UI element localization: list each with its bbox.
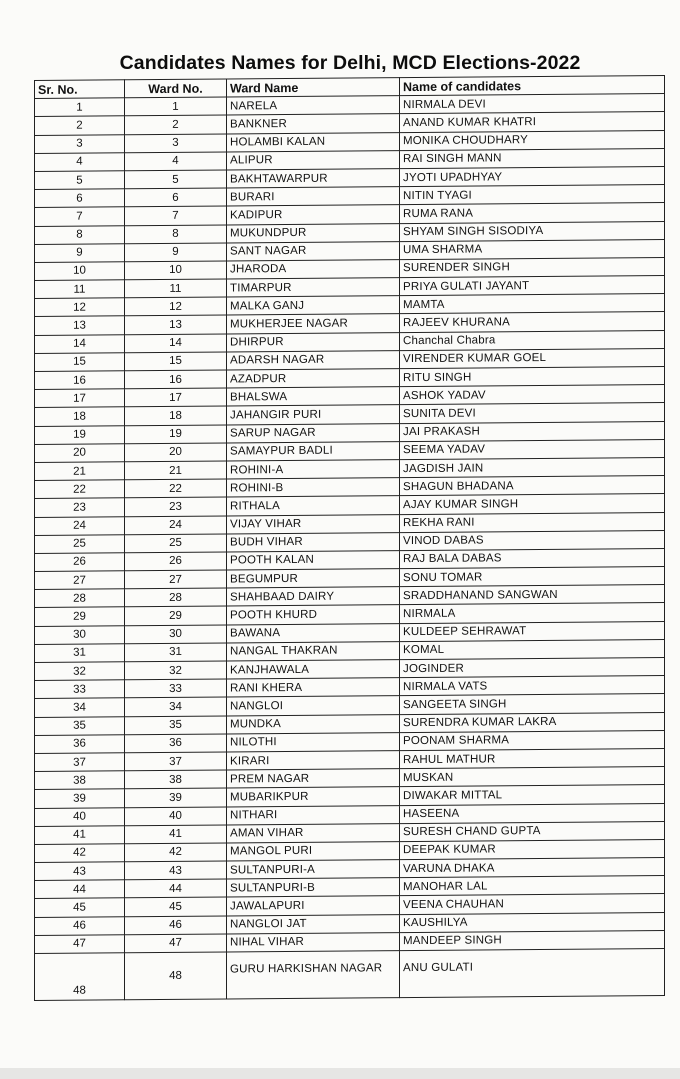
ward-name-cell: NANGLOI JAT: [227, 914, 400, 934]
ward-no-cell: 44: [125, 879, 227, 898]
ward-no-cell: 33: [125, 679, 227, 698]
candidate-name-cell: JAGDISH JAIN: [400, 457, 665, 477]
sr-no-cell: 29: [35, 607, 125, 626]
ward-name-cell: MUKHERJEE NAGAR: [227, 314, 400, 334]
ward-name-cell: JAHANGIR PURI: [227, 405, 400, 425]
ward-name-cell: MALKA GANJ: [227, 296, 400, 316]
sr-no-cell: 15: [35, 353, 125, 372]
ward-name-cell: KADIPUR: [227, 205, 400, 225]
candidate-name-cell: ASHOK YADAV: [400, 385, 665, 405]
candidate-name-cell: NIRMALA: [400, 603, 665, 623]
candidate-name-cell: UMA SHARMA: [400, 239, 665, 259]
sr-no-cell: 6: [35, 189, 125, 208]
candidate-name-cell: JOGINDER: [400, 658, 665, 678]
sr-no-cell: 4: [35, 153, 125, 172]
sr-no-cell: 44: [35, 880, 125, 899]
candidate-name-cell: DIWAKAR MITTAL: [400, 785, 665, 805]
sr-no-cell: 1: [35, 98, 125, 117]
candidate-name-cell: DEEPAK KUMAR: [400, 839, 665, 859]
ward-no-cell: 6: [125, 188, 227, 207]
ward-no-cell: 10: [125, 261, 227, 280]
ward-no-cell: 32: [125, 661, 227, 680]
candidate-name-cell: KOMAL: [400, 639, 665, 659]
sr-no-cell: 32: [35, 662, 125, 681]
ward-name-cell: AZADPUR: [227, 369, 400, 389]
ward-no-cell: 28: [125, 588, 227, 607]
candidate-name-cell: KAUSHILYA: [400, 912, 665, 932]
sr-no-cell: 41: [35, 825, 125, 844]
column-header-ward-no: Ward No.: [125, 79, 227, 98]
ward-no-cell: 17: [125, 388, 227, 407]
candidate-name-cell: AJAY KUMAR SINGH: [400, 494, 665, 514]
ward-no-cell: 38: [125, 770, 227, 789]
ward-no-cell: 14: [125, 334, 227, 353]
sr-no-cell: 33: [35, 680, 125, 699]
sr-no-cell: 20: [35, 444, 125, 463]
ward-name-cell: SULTANPURI-B: [227, 878, 400, 898]
ward-no-cell: 46: [125, 916, 227, 935]
ward-no-cell: 36: [125, 734, 227, 753]
candidate-name-cell: ANU GULATI: [400, 949, 665, 998]
ward-no-cell: 22: [125, 479, 227, 498]
ward-no-cell: 21: [125, 461, 227, 480]
sr-no-cell: 28: [35, 589, 125, 608]
ward-name-cell: MUBARIKPUR: [227, 787, 400, 807]
ward-no-cell: 45: [125, 897, 227, 916]
ward-no-cell: 34: [125, 697, 227, 716]
candidate-name-cell: VARUNA DHAKA: [400, 858, 665, 878]
ward-no-cell: 42: [125, 843, 227, 862]
ward-name-cell: RITHALA: [227, 496, 400, 516]
bottom-edge: [0, 1068, 680, 1079]
ward-no-cell: 20: [125, 443, 227, 462]
sr-no-cell: 24: [35, 516, 125, 535]
ward-name-cell: JAWALAPURI: [227, 896, 400, 916]
ward-name-cell: BEGUMPUR: [227, 569, 400, 589]
ward-no-cell: 16: [125, 370, 227, 389]
sr-no-cell: 39: [35, 789, 125, 808]
ward-name-cell: JHARODA: [227, 260, 400, 280]
ward-name-cell: SAMAYPUR BADLI: [227, 441, 400, 461]
ward-name-cell: ADARSH NAGAR: [227, 350, 400, 370]
candidate-name-cell: RAI SINGH MANN: [400, 148, 665, 168]
ward-name-cell: KIRARI: [227, 751, 400, 771]
ward-no-cell: 35: [125, 716, 227, 735]
ward-no-cell: 23: [125, 497, 227, 516]
candidate-name-cell: SHYAM SINGH SISODIYA: [400, 221, 665, 241]
candidate-name-cell: VIRENDER KUMAR GOEL: [400, 348, 665, 368]
candidate-name-cell: NIRMALA VATS: [400, 676, 665, 696]
ward-no-cell: 19: [125, 425, 227, 444]
ward-name-cell: HOLAMBI KALAN: [227, 132, 400, 152]
ward-no-cell: 24: [125, 515, 227, 534]
ward-name-cell: PREM NAGAR: [227, 769, 400, 789]
sr-no-cell: 8: [35, 225, 125, 244]
candidate-name-cell: ANAND KUMAR KHATRI: [400, 112, 665, 132]
sr-no-cell: 48: [35, 953, 125, 1001]
sr-no-cell: 12: [35, 298, 125, 317]
ward-name-cell: NIHAL VIHAR: [227, 932, 400, 952]
candidate-name-cell: SUNITA DEVI: [400, 403, 665, 423]
ward-name-cell: SULTANPURI-A: [227, 860, 400, 880]
ward-no-cell: 18: [125, 406, 227, 425]
ward-no-cell: 15: [125, 352, 227, 371]
sr-no-cell: 11: [35, 280, 125, 299]
ward-no-cell: 26: [125, 552, 227, 571]
ward-no-cell: 2: [125, 115, 227, 134]
ward-no-cell: 47: [125, 934, 227, 953]
ward-name-cell: MUNDKA: [227, 714, 400, 734]
sr-no-cell: 36: [35, 735, 125, 754]
ward-name-cell: DHIRPUR: [227, 332, 400, 352]
sr-no-cell: 26: [35, 553, 125, 572]
ward-name-cell: ROHINI-B: [227, 478, 400, 498]
sr-no-cell: 31: [35, 644, 125, 663]
ward-no-cell: 11: [125, 279, 227, 298]
ward-name-cell: NILOTHI: [227, 732, 400, 752]
ward-name-cell: MANGOL PURI: [227, 842, 400, 862]
ward-no-cell: 40: [125, 806, 227, 825]
ward-name-cell: TIMARPUR: [227, 278, 400, 298]
sr-no-cell: 2: [35, 116, 125, 135]
sr-no-cell: 27: [35, 571, 125, 590]
sr-no-cell: 47: [35, 935, 125, 954]
candidate-name-cell: KULDEEP SEHRAWAT: [400, 621, 665, 641]
ward-no-cell: 3: [125, 134, 227, 153]
sr-no-cell: 21: [35, 462, 125, 481]
candidate-name-cell: RAHUL MATHUR: [400, 748, 665, 768]
candidate-name-cell: MUSKAN: [400, 767, 665, 787]
ward-no-cell: 30: [125, 625, 227, 644]
sr-no-cell: 42: [35, 844, 125, 863]
candidate-name-cell: SEEMA YADAV: [400, 439, 665, 459]
candidate-name-cell: HASEENA: [400, 803, 665, 823]
candidate-name-cell: RAJEEV KHURANA: [400, 312, 665, 332]
ward-name-cell: BAWANA: [227, 623, 400, 643]
ward-name-cell: AMAN VIHAR: [227, 823, 400, 843]
candidate-name-cell: MAMTA: [400, 294, 665, 314]
sr-no-cell: 22: [35, 480, 125, 499]
sr-no-cell: 40: [35, 807, 125, 826]
sr-no-cell: 3: [35, 134, 125, 153]
candidate-name-cell: MANDEEP SINGH: [400, 930, 665, 950]
sr-no-cell: 37: [35, 753, 125, 772]
candidate-name-cell: VEENA CHAUHAN: [400, 894, 665, 914]
column-header-sr-no: Sr. No.: [35, 80, 125, 99]
candidate-name-cell: SURESH CHAND GUPTA: [400, 821, 665, 841]
ward-name-cell: BHALSWA: [227, 387, 400, 407]
ward-no-cell: 4: [125, 152, 227, 171]
ward-name-cell: POOTH KHURD: [227, 605, 400, 625]
candidate-name-cell: MONIKA CHOUDHARY: [400, 130, 665, 150]
ward-no-cell: 37: [125, 752, 227, 771]
candidate-name-cell: SONU TOMAR: [400, 567, 665, 587]
candidate-name-cell: MANOHAR LAL: [400, 876, 665, 896]
candidate-name-cell: PRIYA GULATI JAYANT: [400, 276, 665, 296]
sr-no-cell: 38: [35, 771, 125, 790]
ward-name-cell: SHAHBAAD DAIRY: [227, 587, 400, 607]
ward-no-cell: 27: [125, 570, 227, 589]
candidate-name-cell: JAI PRAKASH: [400, 421, 665, 441]
ward-name-cell: GURU HARKISHAN NAGAR: [227, 951, 400, 999]
ward-no-cell: 5: [125, 170, 227, 189]
ward-no-cell: 31: [125, 643, 227, 662]
ward-name-cell: BUDH VIHAR: [227, 532, 400, 552]
sr-no-cell: 25: [35, 534, 125, 553]
ward-name-cell: RANI KHERA: [227, 678, 400, 698]
ward-no-cell: 39: [125, 788, 227, 807]
ward-no-cell: 29: [125, 606, 227, 625]
ward-name-cell: NITHARI: [227, 805, 400, 825]
candidate-name-cell: JYOTI UPADHYAY: [400, 166, 665, 186]
ward-name-cell: ROHINI-A: [227, 460, 400, 480]
ward-name-cell: POOTH KALAN: [227, 551, 400, 571]
sr-no-cell: 43: [35, 862, 125, 881]
ward-name-cell: NANGAL THAKRAN: [227, 641, 400, 661]
ward-name-cell: BAKHTAWARPUR: [227, 169, 400, 189]
candidate-name-cell: NITIN TYAGI: [400, 185, 665, 205]
ward-no-cell: 1: [125, 97, 227, 116]
ward-no-cell: 9: [125, 243, 227, 262]
sr-no-cell: 30: [35, 625, 125, 644]
candidate-name-cell: POONAM SHARMA: [400, 730, 665, 750]
sr-no-cell: 23: [35, 498, 125, 517]
ward-name-cell: ALIPUR: [227, 150, 400, 170]
candidate-name-cell: SHAGUN BHADANA: [400, 476, 665, 496]
sr-no-cell: 17: [35, 389, 125, 408]
ward-no-cell: 8: [125, 224, 227, 243]
candidate-name-cell: REKHA RANI: [400, 512, 665, 532]
page-title: Candidates Names for Delhi, MCD Elections-2022: [119, 52, 581, 74]
sr-no-cell: 9: [35, 243, 125, 262]
sr-no-cell: 35: [35, 716, 125, 735]
sr-no-cell: 7: [35, 207, 125, 226]
sr-no-cell: 18: [35, 407, 125, 426]
candidate-name-cell: NIRMALA DEVI: [400, 94, 665, 114]
ward-no-cell: 48: [125, 952, 227, 1000]
ward-name-cell: SANT NAGAR: [227, 241, 400, 261]
column-header-candidate-name: Name of candidates: [400, 76, 665, 96]
sr-no-cell: 45: [35, 898, 125, 917]
ward-no-cell: 41: [125, 825, 227, 844]
ward-no-cell: 13: [125, 315, 227, 334]
candidate-name-cell: RAJ BALA DABAS: [400, 548, 665, 568]
candidate-name-cell: Chanchal Chabra: [400, 330, 665, 350]
candidate-name-cell: RITU SINGH: [400, 367, 665, 387]
sr-no-cell: 10: [35, 262, 125, 281]
candidates-table: [34, 75, 665, 1001]
candidate-name-cell: RUMA RANA: [400, 203, 665, 223]
ward-name-cell: NARELA: [227, 96, 400, 116]
ward-name-cell: KANJHAWALA: [227, 660, 400, 680]
candidate-name-cell: SRADDHANAND SANGWAN: [400, 585, 665, 605]
ward-name-cell: BURARI: [227, 187, 400, 207]
ward-name-cell: SARUP NAGAR: [227, 423, 400, 443]
ward-name-cell: VIJAY VIHAR: [227, 514, 400, 534]
candidate-name-cell: VINOD DABAS: [400, 530, 665, 550]
candidate-name-cell: SANGEETA SINGH: [400, 694, 665, 714]
sr-no-cell: 34: [35, 698, 125, 717]
sr-no-cell: 16: [35, 371, 125, 390]
ward-no-cell: 12: [125, 297, 227, 316]
candidate-name-cell: SURENDER SINGH: [400, 257, 665, 277]
column-header-ward-name: Ward Name: [227, 78, 400, 98]
ward-name-cell: MUKUNDPUR: [227, 223, 400, 243]
table-row: [35, 949, 665, 1001]
ward-no-cell: 25: [125, 534, 227, 553]
sr-no-cell: 13: [35, 316, 125, 335]
candidate-name-cell: SURENDRA KUMAR LAKRA: [400, 712, 665, 732]
ward-name-cell: BANKNER: [227, 114, 400, 134]
sr-no-cell: 5: [35, 171, 125, 190]
sr-no-cell: 46: [35, 916, 125, 935]
ward-no-cell: 43: [125, 861, 227, 880]
ward-no-cell: 7: [125, 206, 227, 225]
sr-no-cell: 19: [35, 425, 125, 444]
ward-name-cell: NANGLOI: [227, 696, 400, 716]
sr-no-cell: 14: [35, 334, 125, 353]
